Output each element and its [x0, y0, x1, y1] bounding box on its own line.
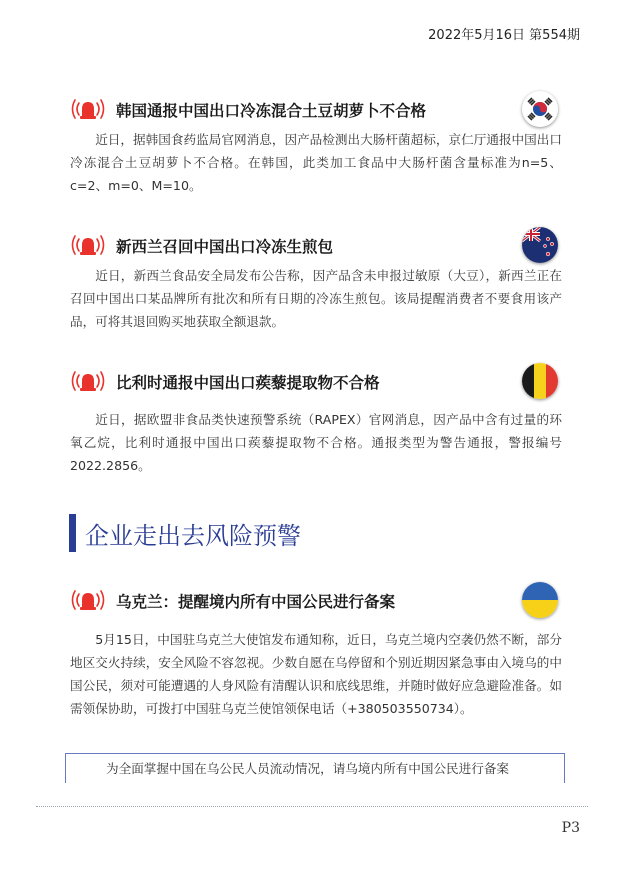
highlight-box [65, 753, 565, 783]
warning-header-ukraine [70, 582, 558, 618]
alarm-bell-icon [70, 586, 106, 614]
alarm-bell-icon [70, 95, 106, 123]
footer-divider [36, 806, 588, 807]
news-title: 新西兰召回中国出口冷冻生煎包 [116, 238, 334, 256]
section-title: 企业走出去风险预警 [85, 522, 301, 550]
page-number: P3 [561, 820, 580, 836]
section-accent-bar [69, 514, 76, 552]
warning-title: 乌克兰：提醒境内所有中国公民进行备案 [116, 593, 396, 611]
news-header-korea [70, 91, 558, 127]
belgium-flag-icon [522, 363, 558, 399]
news-title: 比利时通报中国出口蒺藜提取物不合格 [116, 374, 380, 392]
ukraine-flag-icon [522, 582, 558, 618]
alarm-bell-icon [70, 231, 106, 259]
issue-date: 2022年5月16日 第554期 [428, 28, 580, 43]
alarm-bell-icon [70, 367, 106, 395]
news-header-belgium [70, 363, 558, 399]
news-title: 韩国通报中国出口冷冻混合土豆胡萝卜不合格 [116, 102, 427, 120]
new-zealand-flag-icon [522, 227, 558, 263]
highlight-text: 为全面掌握中国在乌公民人员流动情况，请乌境内所有中国公民进行备案 [106, 761, 509, 776]
news-body: 近日，据韩国食药监局官网消息，因产品检测出大肠杆菌超标，京仁厅通报中国出口冷冻混合土豆胡萝卜不合格。在韩国，此类加工食品中大肠杆菌含量标准为n=5、c=2、m=0、M=10。 [70, 132, 562, 193]
news-header-new-zealand [70, 227, 558, 263]
news-body: 近日，据欧盟非食品类快速预警系统（RAPEX）官网消息，因产品中含有过量的环氧乙烷，比利时通报中国出口蒺藜提取物不合格。通报类型为警告通报，警报编号2022.2856。 [70, 412, 562, 473]
warning-body: 5月15日，中国驻乌克兰大使馆发布通知称，近日，乌克兰境内空袭仍然不断，部分地区交火持续，安全风险不容忽视。少数自愿在乌停留和个别近期因紧急事由入境乌的中国公民，须对可能遭遇的人身风险有清醒认识和底线思维，并随时做好应急避险准备。如需领保协助，可拨打中国驻乌克兰使馆领保电话（+380503550734）。 [70, 632, 562, 716]
news-body: 近日，新西兰食品安全局发布公告称，因产品含未申报过敏原（大豆），新西兰正在召回中国出口某品牌所有批次和所有日期的冷冻生煎包。该局提醒消费者不要食用该产品，可将其退回购买地获取全额退款。 [70, 268, 562, 329]
south-korea-flag-icon [522, 91, 558, 127]
